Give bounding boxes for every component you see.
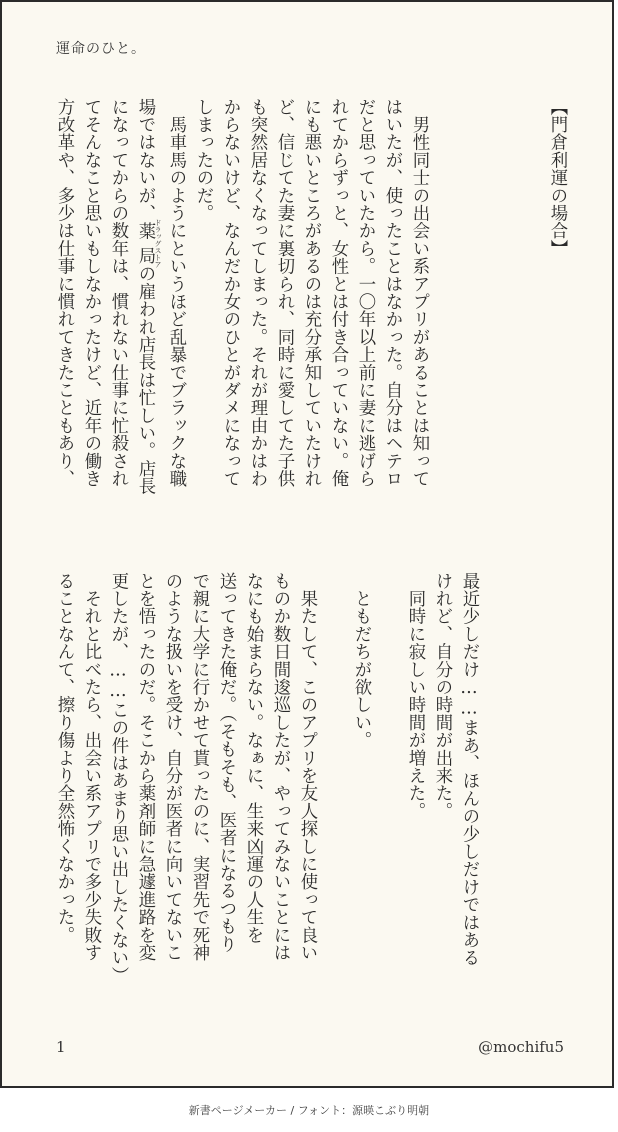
- text-line: 果たして、このアプリを友人探しに使って良い: [297, 572, 317, 962]
- bottom-text-block: [50, 572, 482, 1012]
- text-line: 馬車馬のようにというほど乱暴でブラックな職: [166, 98, 186, 488]
- top-text-block: [50, 98, 432, 538]
- text-line: になってからの数年は、慣れない仕事に忙殺され: [108, 98, 128, 488]
- text-line: 送ってきた俺だ。（そもそも、医者になるつもり: [216, 572, 236, 953]
- text-line: それと比べたら、出会い系アプリで多少失敗す: [81, 572, 101, 962]
- text-line: とを悟ったのだ。そこから薬剤師に急遽進路を変: [135, 572, 155, 962]
- text-fragment: の雇われ店長は忙しい。店長: [135, 264, 155, 495]
- text-line: てそんなこと思いもしなかったけど、近年の働き: [81, 98, 101, 488]
- text-line: ものか数日間逡巡したが、やってみないことには: [270, 572, 290, 962]
- text-line: なにも始まらない。なぁに、生来凶運の人生を: [243, 572, 263, 944]
- page-number: 1: [56, 1038, 66, 1056]
- text-line: 更したが、……この件はあまり思い出したくない）: [108, 572, 128, 985]
- ruby-base: 薬局: [135, 218, 155, 268]
- text-line: 方改革や、多少は仕事に慣れてきたこともあり、: [54, 98, 74, 488]
- blank-line: [374, 572, 401, 1012]
- text-line: にも悪いところがあるのは充分承知していたけれ: [301, 98, 321, 488]
- text-line: しまったのだ。: [193, 98, 213, 222]
- author-handle: @mochifu5: [478, 1038, 564, 1056]
- text-line-with-ruby: [131, 98, 162, 538]
- text-line: ることなんて、擦り傷より全然怖くなかった。: [54, 572, 74, 944]
- running-title: 運命のひと。: [56, 41, 146, 57]
- text-line: で親に大学に行かせて貰ったのに、実習先で死神: [189, 572, 209, 962]
- text-line: ど、信じてた妻に裏切られ、同時に愛してた子供: [274, 98, 294, 488]
- text-fragment: 場ではないが、: [135, 98, 155, 222]
- ruby-annotation: [135, 218, 162, 268]
- text-line: けれど、自分の時間が出来た。: [432, 572, 452, 820]
- text-line: れてからずっと、女性とは付き合っていない。俺: [328, 98, 348, 488]
- ruby-reading: ドラッグストア: [154, 218, 162, 268]
- generator-credit: 新書ページメーカー / フォント：源暎こぶり明朝: [188, 1104, 430, 1117]
- text-line: からないけど、なんだか女のひとがダメになって: [220, 98, 240, 488]
- text-line: だと思っていたから。一〇年以上前に妻に逃げら: [355, 98, 375, 488]
- text-line: 男性同士の出会い系アプリがあることは知って: [409, 98, 429, 488]
- text-line: 最近少しだけ……まあ、ほんの少しだけではある: [459, 572, 479, 967]
- chapter-heading: 【門倉利運の場合】: [547, 98, 567, 258]
- text-line: も突然居なくなってしまった。それが理由かはわ: [247, 98, 267, 488]
- blank-line: [320, 572, 347, 1012]
- heading-column: [543, 98, 570, 538]
- text-line: のような扱いを受け、自分が医者に向いてないこ: [162, 572, 182, 962]
- text-line: はいたが、使ったことはなかった。自分はヘテロ: [382, 98, 402, 488]
- text-line: ともだちが欲しい。: [351, 572, 371, 749]
- text-line: 同時に寂しい時間が増えた。: [405, 572, 425, 820]
